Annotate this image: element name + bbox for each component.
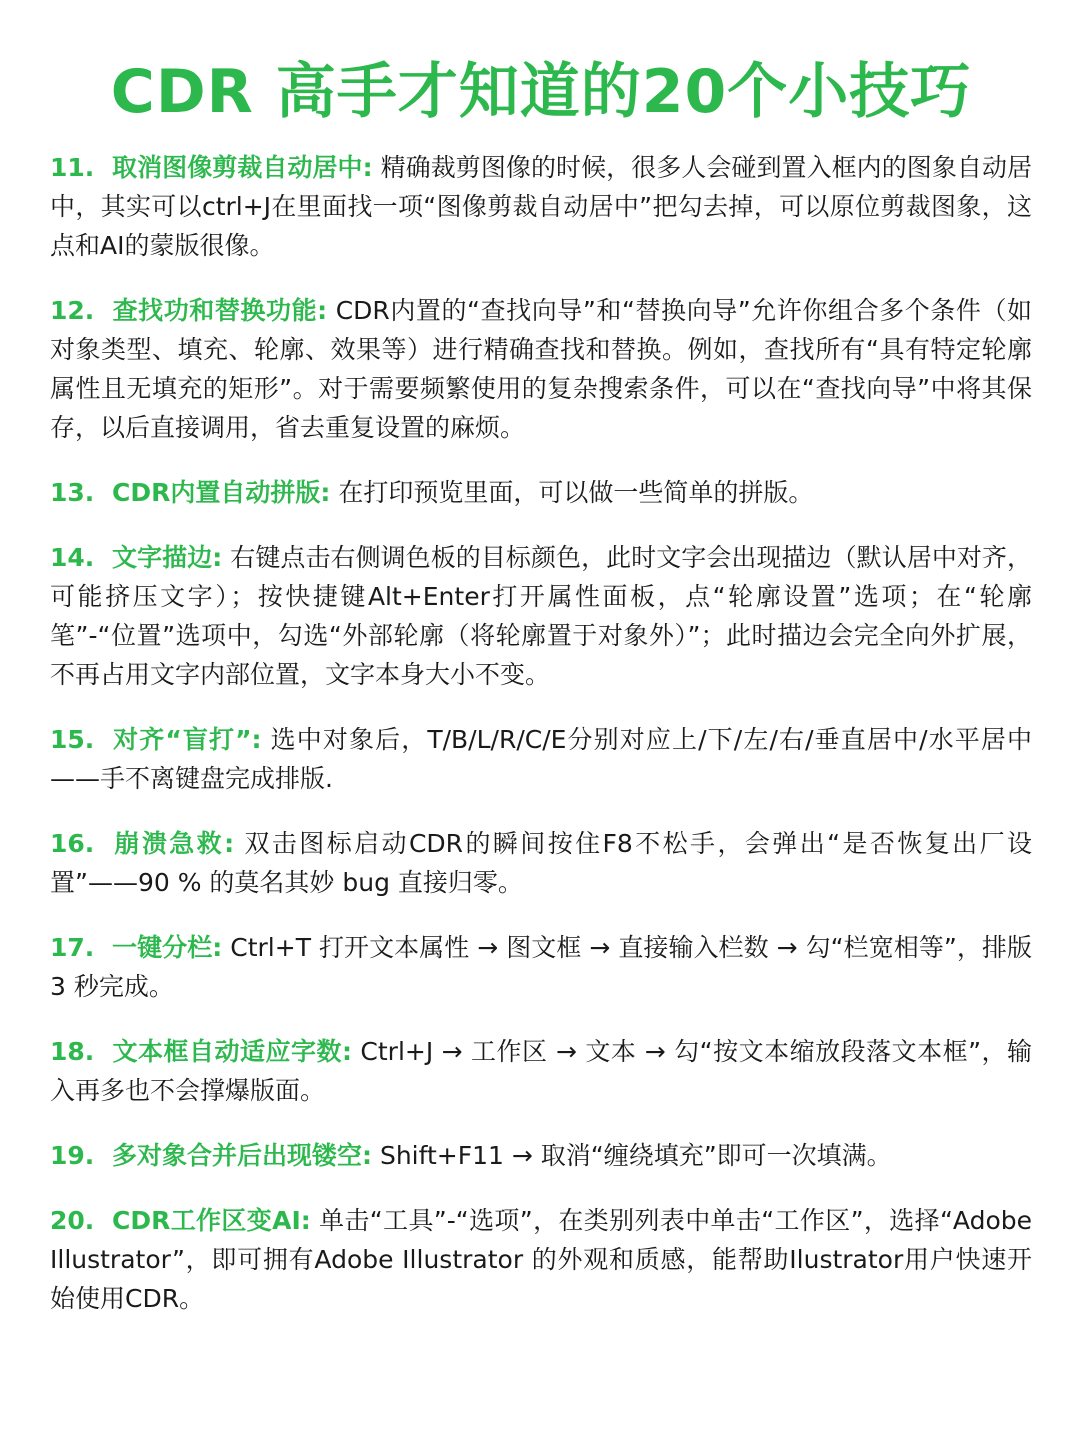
tip-item [50,720,1032,798]
tip-heading: CDR工作区变AI: [112,1206,311,1235]
tip-heading: 文字描边: [112,543,223,572]
tip-number: 20. [50,1206,95,1235]
tip-number: 17. [50,933,95,962]
tip-item [50,1032,1032,1110]
tip-number: 16. [50,829,95,858]
tip-heading: 一键分栏: [112,933,223,962]
tip-number: 11. [50,153,95,182]
tip-heading: 对齐“盲打”: [112,725,262,754]
tip-body: 单击“工具”-“选项”，在类别列表中单击“工作区”，选择“Adobe Illustrator”，即可拥有Adobe Illustrator 的外观和质感，能帮助Ilustrator用户快速开始使用CDR。 [50,1206,1033,1313]
tip-body: 双击图标启动CDR的瞬间按住F8不松手，会弹出“是否恢复出厂设置”——90 % 的莫名其妙 bug 直接归零。 [50,829,1032,897]
tip-heading: 文本框自动适应字数: [112,1037,352,1066]
tip-number: 13. [50,478,95,507]
tip-item [50,148,1032,265]
tip-number: 15. [50,725,95,754]
tip-body: 选中对象后，T/B/L/R/C/E分别对应上/下/左/右/垂直居中/水平居中——手不离键盘完成排版. [50,725,1032,793]
tip-item [50,291,1032,447]
tip-body: CDR内置的“查找向导”和“替换向导”允许你组合多个条件（如对象类型、填充、轮廓、效果等）进行精确查找和替换。例如，查找所有“具有特定轮廓属性且无填充的矩形”。对于需要频繁使用的复杂搜索条件，可以在“查找向导”中将其保存，以后直接调用，省去重复设置的麻烦。 [50,296,1033,442]
page-title: CDR 高手才知道的20个小技巧 [110,57,972,127]
tip-item [50,1136,1032,1175]
tip-number: 12. [50,296,95,325]
tip-number: 18. [50,1037,95,1066]
tip-body: 在打印预览里面，可以做一些简单的拼版。 [338,478,814,507]
tips-list [50,148,1032,1318]
tip-heading: CDR内置自动拼版: [112,478,331,507]
tip-heading: 崩溃急救: [112,829,235,858]
tip-body: Ctrl+J → 工作区 → 文本 → 勾“按文本缩放段落文本框”，输入再多也不会撑爆版面。 [50,1037,1033,1105]
tip-item [50,473,1032,512]
tip-item [50,824,1032,902]
tip-body: 精确裁剪图像的时候，很多人会碰到置入框内的图象自动居中，其实可以ctrl+J在里面找一项“图像剪裁自动居中”把勾去掉，可以原位剪裁图象，这点和AI的蒙版很像。 [50,153,1032,260]
tip-heading: 取消图像剪裁自动居中: [112,153,373,182]
tip-item [50,928,1032,1006]
tip-body: Shift+F11 → 取消“缠绕填充”即可一次填满。 [379,1141,892,1170]
tip-body: Ctrl+T 打开文本属性 → 图文框 → 直接输入栏数 → 勾“栏宽相等”，排版 3 秒完成。 [50,933,1032,1001]
tip-heading: 查找功和替换功能: [112,296,328,325]
tip-number: 19. [50,1141,95,1170]
tip-heading: 多对象合并后出现镂空: [112,1141,372,1170]
tip-number: 14. [50,543,95,572]
tip-item [50,1201,1032,1318]
tip-body: 右键点击右侧调色板的目标颜色，此时文字会出现描边（默认居中对齐，可能挤压文字）；按快捷键Alt+Enter打开属性面板，点“轮廓设置”选项；在“轮廓笔”-“位置”选项中，勾选“外部轮廓（将轮廓置于对象外）”；此时描边会完全向外扩展，不再占用文字内部位置，文字本身大小不变。 [50,543,1033,689]
tip-item [50,538,1032,694]
